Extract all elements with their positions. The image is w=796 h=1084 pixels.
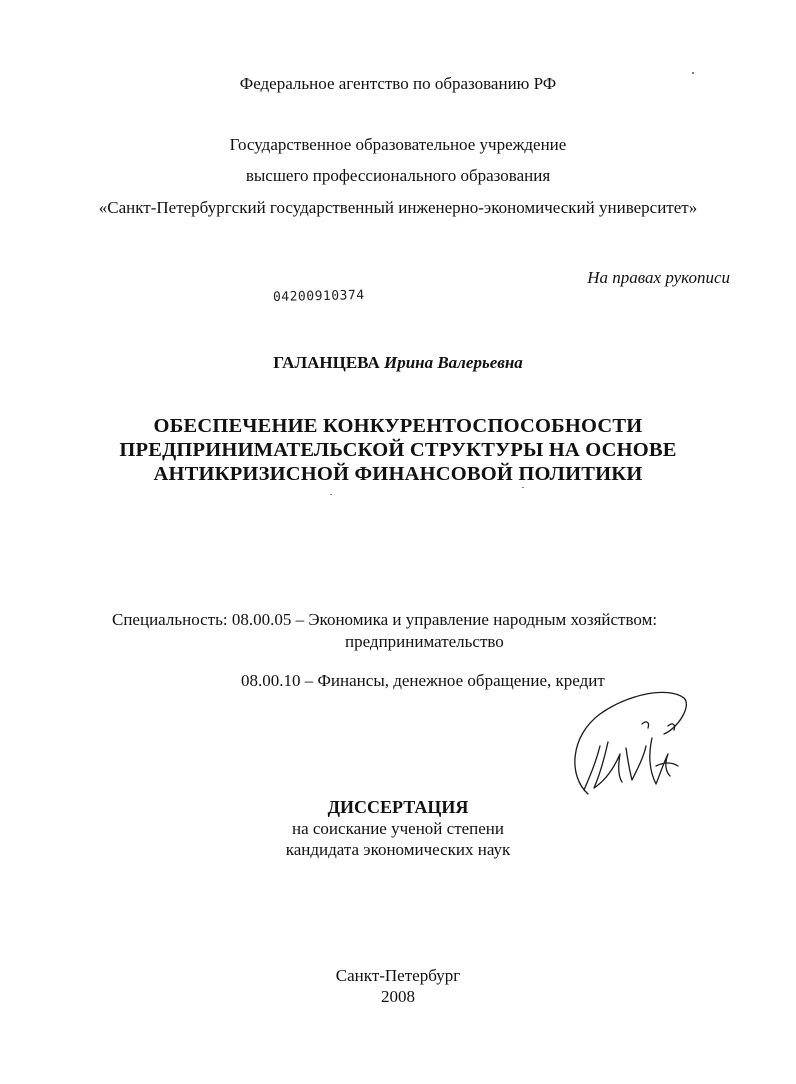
rights-note: На правах рукописи — [587, 268, 730, 287]
institution-line-3: «Санкт-Петербургский государственный инженерно-экономический университет» — [98, 198, 698, 217]
institution-line-1: Государственное образовательное учреждение — [229, 135, 567, 154]
registration-number: 04200910374 — [272, 288, 365, 305]
specialty-line-3: 08.00.10 – Финансы, денежное обращение, кредит — [241, 671, 605, 690]
author-name — [0, 353, 796, 373]
scan-speck — [330, 494, 332, 495]
author-given-name: Ирина Валерьевна — [383, 353, 523, 372]
title-line-1: ОБЕСПЕЧЕНИЕ КОНКУРЕНТОСПОСОБНОСТИ — [153, 415, 643, 437]
handwritten-signature — [560, 676, 700, 806]
city: Санкт-Петербург — [335, 966, 461, 985]
specialty-line-1: Специальность: 08.00.05 – Экономика и управление народным хозяйством: — [112, 610, 658, 629]
scan-speck — [522, 487, 524, 488]
scan-speck — [692, 72, 694, 74]
degree-line-1: на соискание ученой степени — [291, 819, 505, 838]
specialty-line-2: предпринимательство — [345, 632, 504, 651]
dissertation-label: ДИССЕРТАЦИЯ — [327, 797, 469, 817]
agency-name: Федеральное агентство по образованию РФ — [239, 74, 557, 93]
author-surname: ГАЛАНЦЕВА — [273, 353, 380, 372]
institution-line-2: высшего профессионального образования — [245, 166, 551, 185]
degree-line-2: кандидата экономических наук — [285, 840, 511, 859]
title-line-2: ПРЕДПРИНИМАТЕЛЬСКОЙ СТРУКТУРЫ НА ОСНОВЕ — [119, 439, 677, 461]
year: 2008 — [381, 987, 415, 1006]
title-line-3: АНТИКРИЗИСНОЙ ФИНАНСОВОЙ ПОЛИТИКИ — [153, 463, 643, 485]
